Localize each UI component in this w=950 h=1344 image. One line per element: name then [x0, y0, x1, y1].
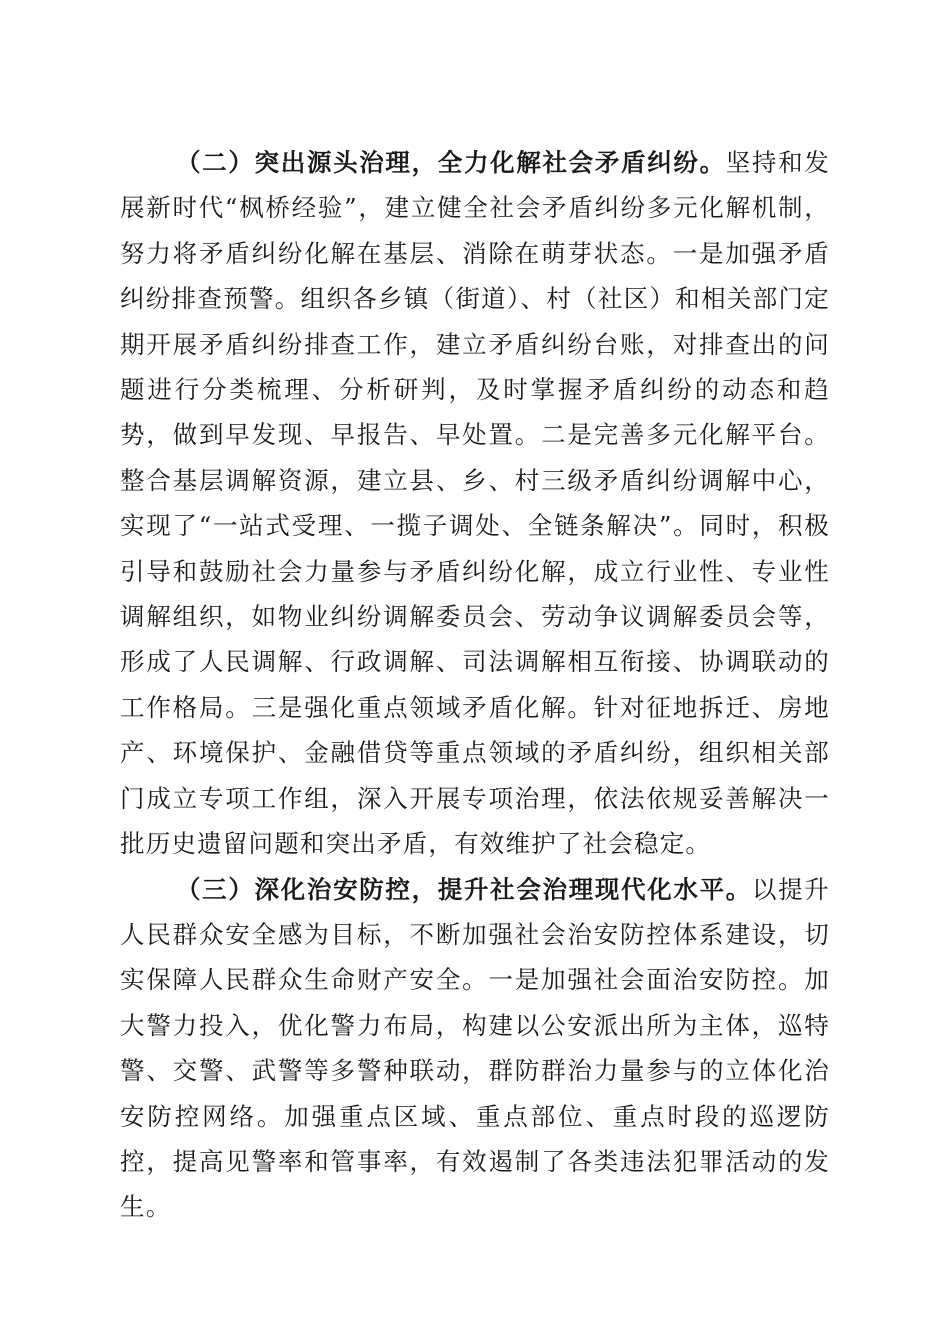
document-body — [120, 140, 830, 1230]
paragraph-text: 以提升人民群众安全感为目标，不断加强社会治安防控体系建设，切实保障人民群众生命财产安全。一是加强社会面治安防控。加大警力投入，优化警力布局，构建以公安派出所为主体，巡特警、交警、武警等多警种联动，群防群治力量参与的立体化治安防控网络。加强重点区域、重点部位、重点时段的巡逻防控，提高见警率和管事率，有效遏制了各类违法犯罪活动的发生。 — [120, 874, 830, 1222]
paragraph-source-governance — [120, 140, 830, 867]
paragraph-text: 坚持和发展新时代“枫桥经验”，建立健全社会矛盾纠纷多元化解机制，努力将矛盾纠纷化解在基层、消除在萌芽状态。一是加强矛盾纠纷排查预警。组织各乡镇（街道）、村（社区）和相关部门定期开展矛盾纠纷排查工作，建立矛盾纠纷台账，对排查出的问题进行分类梳理、分析研判，及时掌握矛盾纠纷的动态和趋势，做到早发现、早报告、早处置。二是完善多元化解平台。整合基层调解资源，建立县、乡、村三级矛盾纠纷调解中心，实现了“一站式受理、一揽子调处、全链条解决”。同时，积极引导和鼓励社会力量参与矛盾纠纷化解，成立行业性、专业性调解组织，如物业纠纷调解委员会、劳动争议调解委员会等，形成了人民调解、行政调解、司法调解相互衔接、协调联动的工作格局。三是强化重点领域矛盾化解。针对征地拆迁、房地产、环境保护、金融借贷等重点领域的矛盾纠纷，组织相关部门成立专项工作组，深入开展专项治理，依法依规妥善解决一批历史遗留问题和突出矛盾，有效维护了社会稳定。 — [120, 148, 830, 859]
paragraph-security-control — [120, 867, 830, 1230]
paragraph-heading: （二）突出源头治理，全力化解社会矛盾纠纷。 — [176, 148, 726, 177]
paragraph-heading: （三）深化治安防控，提升社会治理现代化水平。 — [176, 874, 752, 904]
